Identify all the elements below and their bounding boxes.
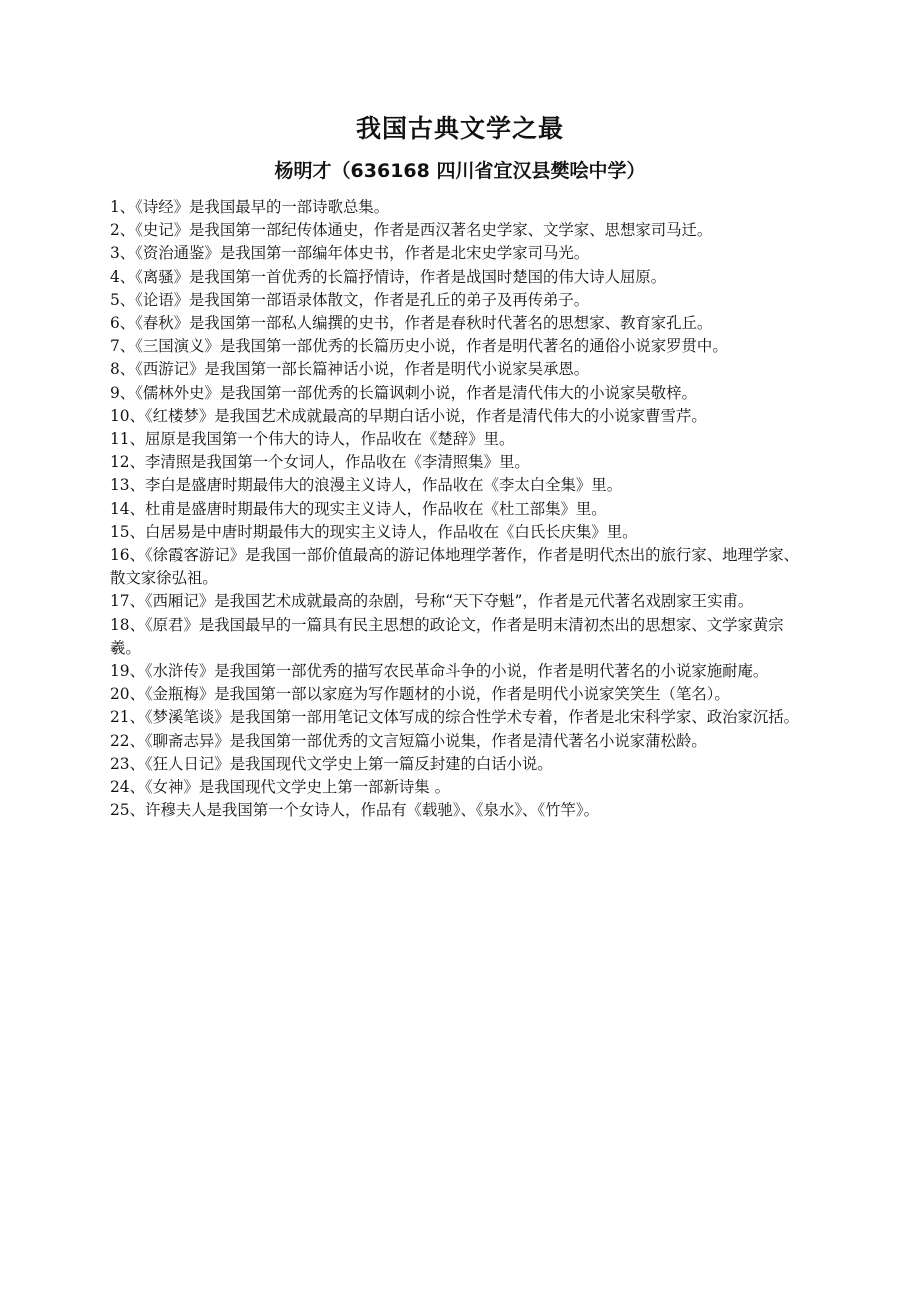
list-item: 16、《徐霞客游记》是我国一部价值最高的游记体地理学著作，作者是明代杰出的旅行家、地理学家、散文家徐弘祖。 <box>110 546 800 588</box>
list-item: 8、《西游记》是我国第一部长篇神话小说，作者是明代小说家吴承恩。 <box>110 360 590 379</box>
list-item: 21、《梦溪笔谈》是我国第一部用笔记文体写成的综合性学术专着，作者是北宋科学家、政治家沉括。 <box>110 708 800 727</box>
list-item: 11、屈原是我国第一个伟大的诗人，作品收在《楚辞》里。 <box>110 430 515 449</box>
list-item: 2、《史记》是我国第一部纪传体通史，作者是西汉著名史学家、文学家、思想家司马迁。 <box>110 221 713 240</box>
list-item: 15、白居易是中唐时期最伟大的现实主义诗人，作品收在《白氏长庆集》里。 <box>110 522 638 541</box>
list-item: 13、李白是盛唐时期最伟大的浪漫主义诗人，作品收在《李太白全集》里。 <box>110 476 623 495</box>
list-item: 25、许穆夫人是我国第一个女诗人，作品有《载驰》、《泉水》、《竹竿》。 <box>110 801 599 820</box>
document-subtitle: 杨明才（636168 四川省宜汉县樊哙中学） <box>274 160 646 182</box>
list-item: 24、《女神》是我国现代文学史上第一部新诗集 。 <box>110 778 450 797</box>
list-item: 6、《春秋》是我国第一部私人编撰的史书，作者是春秋时代著名的思想家、教育家孔丘。 <box>110 314 713 333</box>
list-item: 5、《论语》是我国第一部语录体散文，作者是孔丘的弟子及再传弟子。 <box>110 290 590 309</box>
list-item: 20、《金瓶梅》是我国第一部以家庭为写作题材的小说，作者是明代小说家笑笑生（笔名）。 <box>110 685 730 704</box>
item-list <box>110 196 810 822</box>
list-item: 17、《西厢记》是我国艺术成就最高的杂剧，号称“天下夺魁”，作者是元代著名戏剧家王实甫。 <box>110 592 754 611</box>
list-item: 14、杜甫是盛唐时期最伟大的现实主义诗人，作品收在《杜工部集》里。 <box>110 499 607 518</box>
list-item: 10、《红楼梦》是我国艺术成就最高的早期白话小说，作者是清代伟大的小说家曹雪芹。 <box>110 406 707 425</box>
list-item: 3、《资治通鉴》是我国第一部编年体史书，作者是北宋史学家司马光。 <box>110 244 590 263</box>
list-item: 12、李清照是我国第一个女词人，作品收在《李清照集》里。 <box>110 453 530 472</box>
list-item: 1、《诗经》是我国最早的一部诗歌总集。 <box>110 198 390 216</box>
list-item: 18、《原君》是我国最早的一篇具有民主思想的政论文，作者是明末清初杰出的思想家、文学家黄宗羲。 <box>110 615 784 657</box>
document-title: 我国古典文学之最 <box>355 114 564 143</box>
list-item: 23、《狂人日记》是我国现代文学史上第一篇反封建的白话小说。 <box>110 754 553 773</box>
list-item: 9、《儒林外史》是我国第一部优秀的长篇讽刺小说，作者是清代伟大的小说家吴敬梓。 <box>110 383 697 402</box>
list-item: 22、《聊斋志异》是我国第一部优秀的文言短篇小说集，作者是清代著名小说家蒲松龄。 <box>110 731 707 750</box>
list-item: 7、《三国演义》是我国第一部优秀的长篇历史小说，作者是明代著名的通俗小说家罗贯中。 <box>110 337 728 356</box>
list-item: 4、《离骚》是我国第一首优秀的长篇抒情诗，作者是战国时楚国的伟大诗人屈原。 <box>110 267 667 286</box>
list-item: 19、《水浒传》是我国第一部优秀的描写农民革命斗争的小说，作者是明代著名的小说家施耐庵。 <box>110 662 769 681</box>
